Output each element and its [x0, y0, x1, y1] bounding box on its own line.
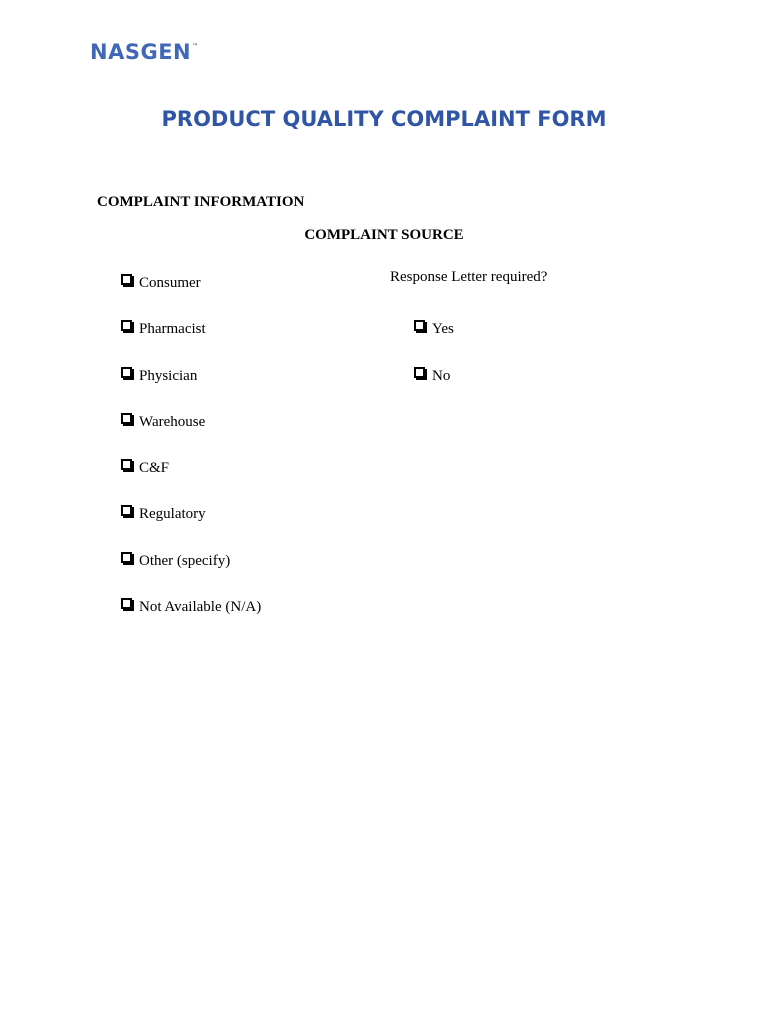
checkbox[interactable] — [121, 598, 132, 609]
complaint-information-heading: COMPLAINT INFORMATION — [97, 194, 305, 210]
source-option-label: Regulatory — [139, 505, 206, 522]
source-option-label: Other (specify) — [139, 552, 231, 569]
response-option-label: No — [432, 367, 451, 384]
response-letter-question: Response Letter required? — [390, 269, 548, 285]
source-option-label: Pharmacist — [139, 320, 206, 337]
checkbox[interactable] — [121, 320, 132, 331]
source-option-physician[interactable] — [121, 365, 197, 387]
source-option-cf[interactable] — [121, 457, 169, 479]
response-option-label: Yes — [432, 320, 454, 337]
source-option-label: Physician — [139, 367, 198, 384]
complaint-source-heading: COMPLAINT SOURCE — [304, 227, 464, 243]
response-option-yes[interactable] — [414, 318, 454, 340]
checkbox[interactable] — [121, 505, 132, 516]
checkbox[interactable] — [121, 552, 132, 563]
source-option-warehouse[interactable] — [121, 411, 205, 433]
checkbox[interactable] — [121, 274, 132, 285]
source-option-not-available[interactable] — [121, 596, 261, 618]
source-option-label: Warehouse — [139, 413, 206, 430]
source-option-label: Not Available (N/A) — [139, 598, 262, 615]
response-option-no[interactable] — [414, 365, 450, 387]
checkbox[interactable] — [121, 367, 132, 378]
page-title: PRODUCT QUALITY COMPLAINT FORM — [161, 107, 607, 131]
source-option-pharmacist[interactable] — [121, 318, 206, 340]
logo-trademark: ™ — [192, 43, 199, 50]
logo-text: NASGEN — [90, 40, 192, 64]
source-option-other[interactable] — [121, 550, 230, 572]
checkbox[interactable] — [121, 413, 132, 424]
source-option-regulatory[interactable] — [121, 503, 206, 525]
source-option-consumer[interactable] — [121, 272, 201, 294]
checkbox[interactable] — [121, 459, 132, 470]
source-option-label: Consumer — [139, 274, 201, 291]
source-option-label: C&F — [139, 459, 170, 476]
nasgen-logo — [90, 42, 199, 63]
checkbox[interactable] — [414, 367, 425, 378]
checkbox[interactable] — [414, 320, 425, 331]
